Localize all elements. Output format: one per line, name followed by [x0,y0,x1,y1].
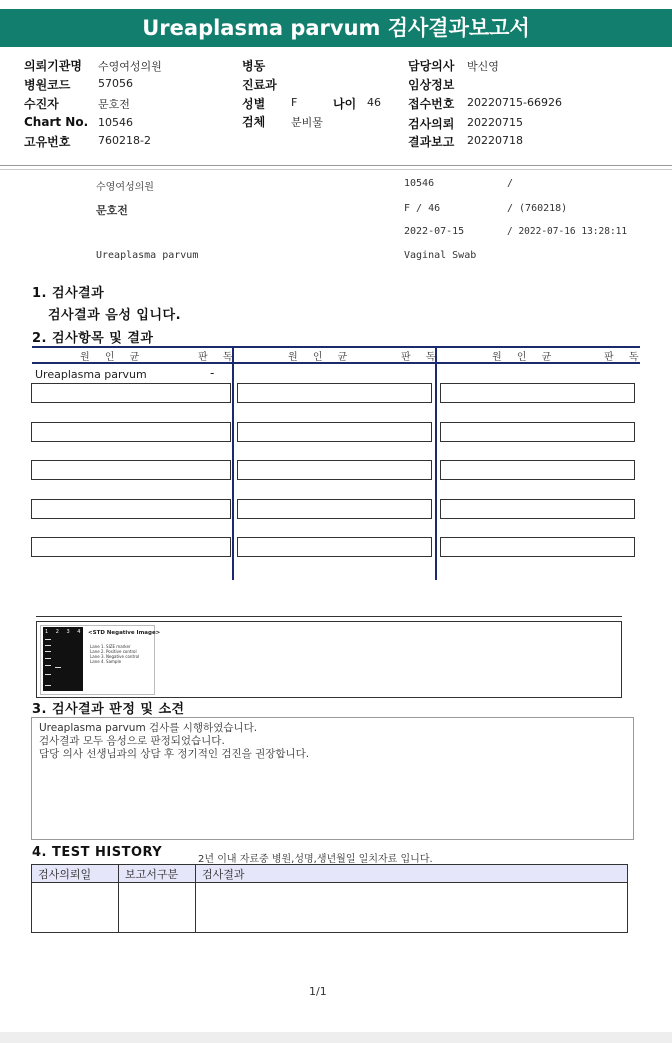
col-pathogen-header-2: 원 인 균 [288,352,354,363]
result-cell [440,499,635,519]
summary-patient: 문호전 [96,204,128,217]
receipt-value: 20220715-66926 [467,96,562,109]
specimen-label: 검체 [242,115,266,129]
result-cell [31,383,231,403]
doctor-label: 담당의사 [408,59,455,73]
summary-request-date: 2022-07-15 [404,226,465,237]
results-col-divider-1 [232,346,234,580]
section4-title: 4. TEST HISTORY [32,845,163,860]
ward-label: 병동 [242,59,266,73]
history-col-type: 보고서구분 [119,865,196,883]
result-cell [440,383,635,403]
request-value: 20220715 [467,116,523,129]
result-row-name: Ureaplasma parvum [35,368,147,381]
gel-band [45,665,51,666]
report-label: 결과보고 [408,135,455,149]
age-value: 46 [367,96,381,109]
result-cell [237,499,432,519]
summary-report-datetime: / 2022-07-16 13:28:11 [507,226,628,237]
result-cell [237,537,432,557]
summary-institution: 수영여성의원 [96,182,154,193]
col-result-header-2: 판 독 [401,352,442,363]
doctor-value: 박신영 [467,60,499,73]
summary-uid: / (760218) [507,203,568,214]
patient-value: 문호전 [98,98,130,111]
result-cell [31,422,231,442]
col-pathogen-header-1: 원 인 균 [80,352,146,363]
sex-label: 성별 [242,97,266,111]
header-divider [0,165,672,166]
result-cell [31,460,231,480]
opinion-line: 담당 의사 선생님과의 상담 후 정기적인 검진을 권장합니다. [39,748,310,760]
gel-title: <STD Negative Image> [88,630,161,636]
patient-label: 수진자 [24,97,59,111]
summary-sex-age: F / 46 [404,203,441,214]
history-cell [32,883,119,933]
section3-title: 3. 검사결과 판정 및 소견 [32,702,185,717]
section1-title: 1. 검사결과 [32,286,105,301]
gel-lane-numbers: 1 2 3 4 [45,629,84,635]
gel-top-rule [36,616,622,617]
summary-slash: / [507,178,514,189]
result-cell [237,422,432,442]
dept-label: 진료과 [242,78,277,92]
code-label: 병원코드 [24,78,71,92]
opinion-box [31,717,634,840]
gel-band [45,658,51,659]
code-value: 57056 [98,77,133,90]
gel-band [45,639,51,640]
gel-band [45,645,51,646]
gel-band [45,685,51,686]
gel-legend-item: Lane 4. Sample [90,659,122,664]
col-pathogen-header-3: 원 인 균 [492,352,558,363]
result-cell [31,499,231,519]
col-result-header-3: 판 독 [604,352,645,363]
header-divider-2 [0,169,672,170]
institution-value: 수영여성의원 [98,60,162,73]
uid-label: 고유번호 [24,135,71,149]
table-row [32,883,628,933]
receipt-label: 접수번호 [408,97,455,111]
gel-legend-item: Lane 2. Positive control [90,649,137,654]
results-col-divider-2 [435,346,437,580]
history-cell [196,883,628,933]
summary-specimen: Vaginal Swab [404,250,477,261]
result-cell [440,460,635,480]
history-header-row [32,865,628,883]
request-label: 검사의뢰 [408,117,455,131]
chart-value: 10546 [98,116,133,129]
history-col-date: 검사의뢰일 [32,865,119,883]
gel-image [43,627,83,691]
report-value: 20220718 [467,134,523,147]
page-number: 1/1 [309,985,327,998]
result-row-value: - [210,366,215,380]
specimen-value: 분비물 [291,116,323,129]
section1-text: 검사결과 음성 입니다. [48,308,182,323]
result-cell [237,383,432,403]
report-title: Ureaplasma parvum 검사결과보고서 [0,9,672,47]
result-cell [237,460,432,480]
history-table [31,864,628,933]
result-cell [31,537,231,557]
summary-test: Ureaplasma parvum [96,250,199,261]
gel-legend [90,644,139,664]
institution-label: 의뢰기관명 [24,59,82,73]
summary-chart: 10546 [404,178,435,189]
gel-band [55,667,61,668]
gel-legend-item: Lane 3. Negative control [90,654,140,659]
gel-band [45,651,51,652]
gel-legend-item: Lane 1. SIZE marker [90,644,131,649]
opinion-line: Ureaplasma parvum 검사를 시행하였습니다. [39,722,258,734]
gel-band [45,674,51,675]
history-col-result: 검사결과 [196,865,628,883]
section4-note: 2년 이내 자료중 병원,성명,생년월일 일치자료 입니다. [198,854,433,865]
section2-title: 2. 검사항목 및 결과 [32,331,154,346]
history-cell [119,883,196,933]
chart-label: Chart No. [24,115,89,129]
uid-value: 760218-2 [98,134,151,147]
opinion-line: 검사결과 모두 음성으로 판정되었습니다. [39,735,225,747]
clinical-label: 임상정보 [408,78,455,92]
result-cell [440,537,635,557]
result-cell [440,422,635,442]
opinion-text [39,722,309,761]
col-result-header-1: 판 독 [198,352,239,363]
sex-value: F [291,96,298,109]
age-label: 나이 [333,97,357,111]
